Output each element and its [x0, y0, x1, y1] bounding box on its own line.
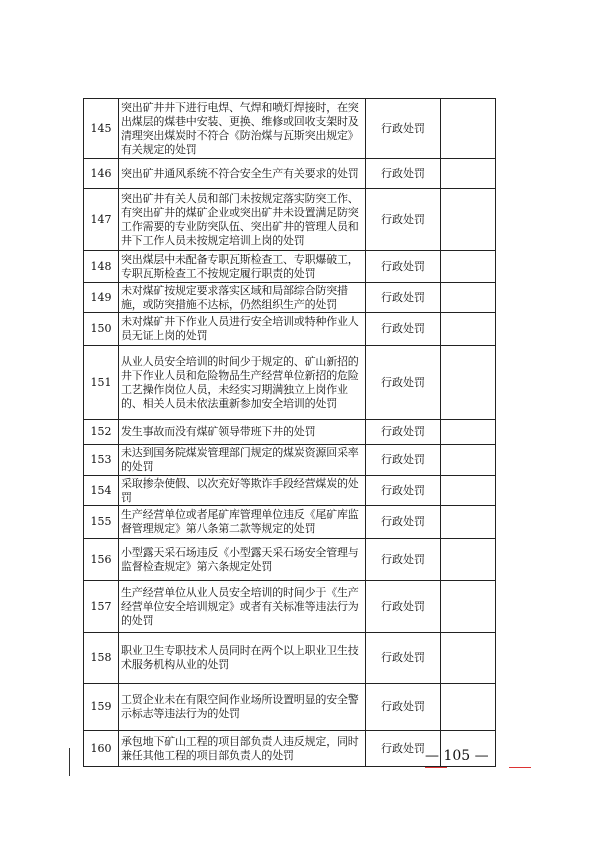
penalty-name: 发生事故而没有煤矿领导带班下井的处罚 — [119, 420, 366, 445]
penalty-name: 承包地下矿山工程的项目部负责人违反规定，同时兼任其他工程的项目部负责人的处罚 — [119, 731, 366, 767]
row-number: 150 — [84, 313, 119, 346]
penalty-category: 行政处罚 — [366, 633, 441, 684]
penalty-name: 小型露天采石场违反《小型露天采石场安全管理与监督检查规定》第六条规定处罚 — [119, 539, 366, 581]
penalty-category: 行政处罚 — [366, 346, 441, 420]
penalty-name: 未达到国务院煤炭管理部门规定的煤炭资源回采率的处罚 — [119, 445, 366, 476]
penalty-category: 行政处罚 — [366, 581, 441, 633]
penalty-category: 行政处罚 — [366, 506, 441, 539]
penalty-table — [83, 98, 496, 767]
table-row — [84, 445, 496, 476]
table-row — [84, 420, 496, 445]
blank-cell — [441, 506, 496, 539]
penalty-category: 行政处罚 — [366, 189, 441, 251]
penalty-name: 从业人员安全培训的时间少于规定的、矿山新招的井下作业人员和危险物品生产经营单位新招的危险工艺操作岗位人员，未经实习期满独立上岗作业的、相关人员未依法重新参加安全培训的处罚 — [119, 346, 366, 420]
table-row — [84, 99, 496, 159]
blank-cell — [441, 283, 496, 313]
row-number: 148 — [84, 251, 119, 283]
penalty-category: 行政处罚 — [366, 159, 441, 189]
blank-cell — [441, 539, 496, 581]
penalty-category: 行政处罚 — [366, 445, 441, 476]
footer-mark-right — [509, 767, 531, 768]
penalty-name: 采取掺杂使假、以次充好等欺诈手段经营煤炭的处罚 — [119, 476, 366, 506]
table-row — [84, 159, 496, 189]
penalty-name: 未对煤矿井下作业人员进行安全培训或特种作业人员无证上岗的处罚 — [119, 313, 366, 346]
blank-cell — [441, 189, 496, 251]
penalty-name: 职业卫生专职技术人员同时在两个以上职业卫生技术服务机构从业的处罚 — [119, 633, 366, 684]
blank-cell — [441, 313, 496, 346]
row-number: 149 — [84, 283, 119, 313]
table-row — [84, 346, 496, 420]
footer-mark-left — [425, 767, 447, 768]
penalty-category: 行政处罚 — [366, 684, 441, 731]
penalty-name: 工贸企业未在有限空间作业场所设置明显的安全警示标志等违法行为的处罚 — [119, 684, 366, 731]
row-number: 155 — [84, 506, 119, 539]
row-number: 151 — [84, 346, 119, 420]
row-number: 159 — [84, 684, 119, 731]
blank-cell — [441, 346, 496, 420]
blank-cell — [441, 445, 496, 476]
table-row — [84, 684, 496, 731]
penalty-category: 行政处罚 — [366, 99, 441, 159]
penalty-category: 行政处罚 — [366, 251, 441, 283]
penalty-category: 行政处罚 — [366, 420, 441, 445]
row-number: 156 — [84, 539, 119, 581]
table-row — [84, 189, 496, 251]
table-row — [84, 506, 496, 539]
blank-cell — [441, 633, 496, 684]
penalty-name: 突出矿井有关人员和部门未按规定落实防突工作、有突出矿井的煤矿企业或突出矿井未设置满足防突工作需要的专业防突队伍、突出矿井的管理人员和井下工作人员未按规定培训上岗的处罚 — [119, 189, 366, 251]
penalty-name: 突出矿井井下进行电焊、气焊和喷灯焊接时，在突出煤层的煤巷中安装、更换、维修或回收支架时及清理突出煤炭时不符合《防治煤与瓦斯突出规定》有关规定的处罚 — [119, 99, 366, 159]
row-number: 147 — [84, 189, 119, 251]
blank-cell — [441, 684, 496, 731]
row-number: 145 — [84, 99, 119, 159]
penalty-name: 生产经营单位从业人员安全培训的时间少于《生产经营单位安全培训规定》或者有关标准等违法行为的处罚 — [119, 581, 366, 633]
table-row — [84, 581, 496, 633]
blank-cell — [441, 159, 496, 189]
penalty-category: 行政处罚 — [366, 313, 441, 346]
table-row — [84, 476, 496, 506]
penalty-category: 行政处罚 — [366, 476, 441, 506]
row-number: 146 — [84, 159, 119, 189]
table-row — [84, 633, 496, 684]
row-number: 157 — [84, 581, 119, 633]
table-row — [84, 313, 496, 346]
table-row — [84, 251, 496, 283]
penalty-name: 未对煤矿按规定要求落实区域和局部综合防突措施，或防突措施不达标，仍然组织生产的处罚 — [119, 283, 366, 313]
penalty-category: 行政处罚 — [366, 283, 441, 313]
row-number: 154 — [84, 476, 119, 506]
penalty-category: 行政处罚 — [366, 539, 441, 581]
blank-cell — [441, 251, 496, 283]
penalty-category: 行政处罚 — [366, 731, 441, 767]
binding-margin-line — [69, 748, 70, 776]
penalty-name: 突出矿井通风系统不符合安全生产有关要求的处罚 — [119, 159, 366, 189]
row-number: 152 — [84, 420, 119, 445]
blank-cell — [441, 99, 496, 159]
penalty-name: 生产经营单位或者尾矿库管理单位违反《尾矿库监督管理规定》第八条第二款等规定的处罚 — [119, 506, 366, 539]
page-number: — 105 — — [425, 748, 489, 764]
row-number: 153 — [84, 445, 119, 476]
blank-cell — [441, 420, 496, 445]
row-number: 160 — [84, 731, 119, 767]
penalty-name: 突出煤层中未配备专职瓦斯检查工、专职爆破工，专职瓦斯检查工不按规定履行职责的处罚 — [119, 251, 366, 283]
table-row — [84, 283, 496, 313]
blank-cell — [441, 476, 496, 506]
table-row — [84, 539, 496, 581]
row-number: 158 — [84, 633, 119, 684]
blank-cell — [441, 581, 496, 633]
